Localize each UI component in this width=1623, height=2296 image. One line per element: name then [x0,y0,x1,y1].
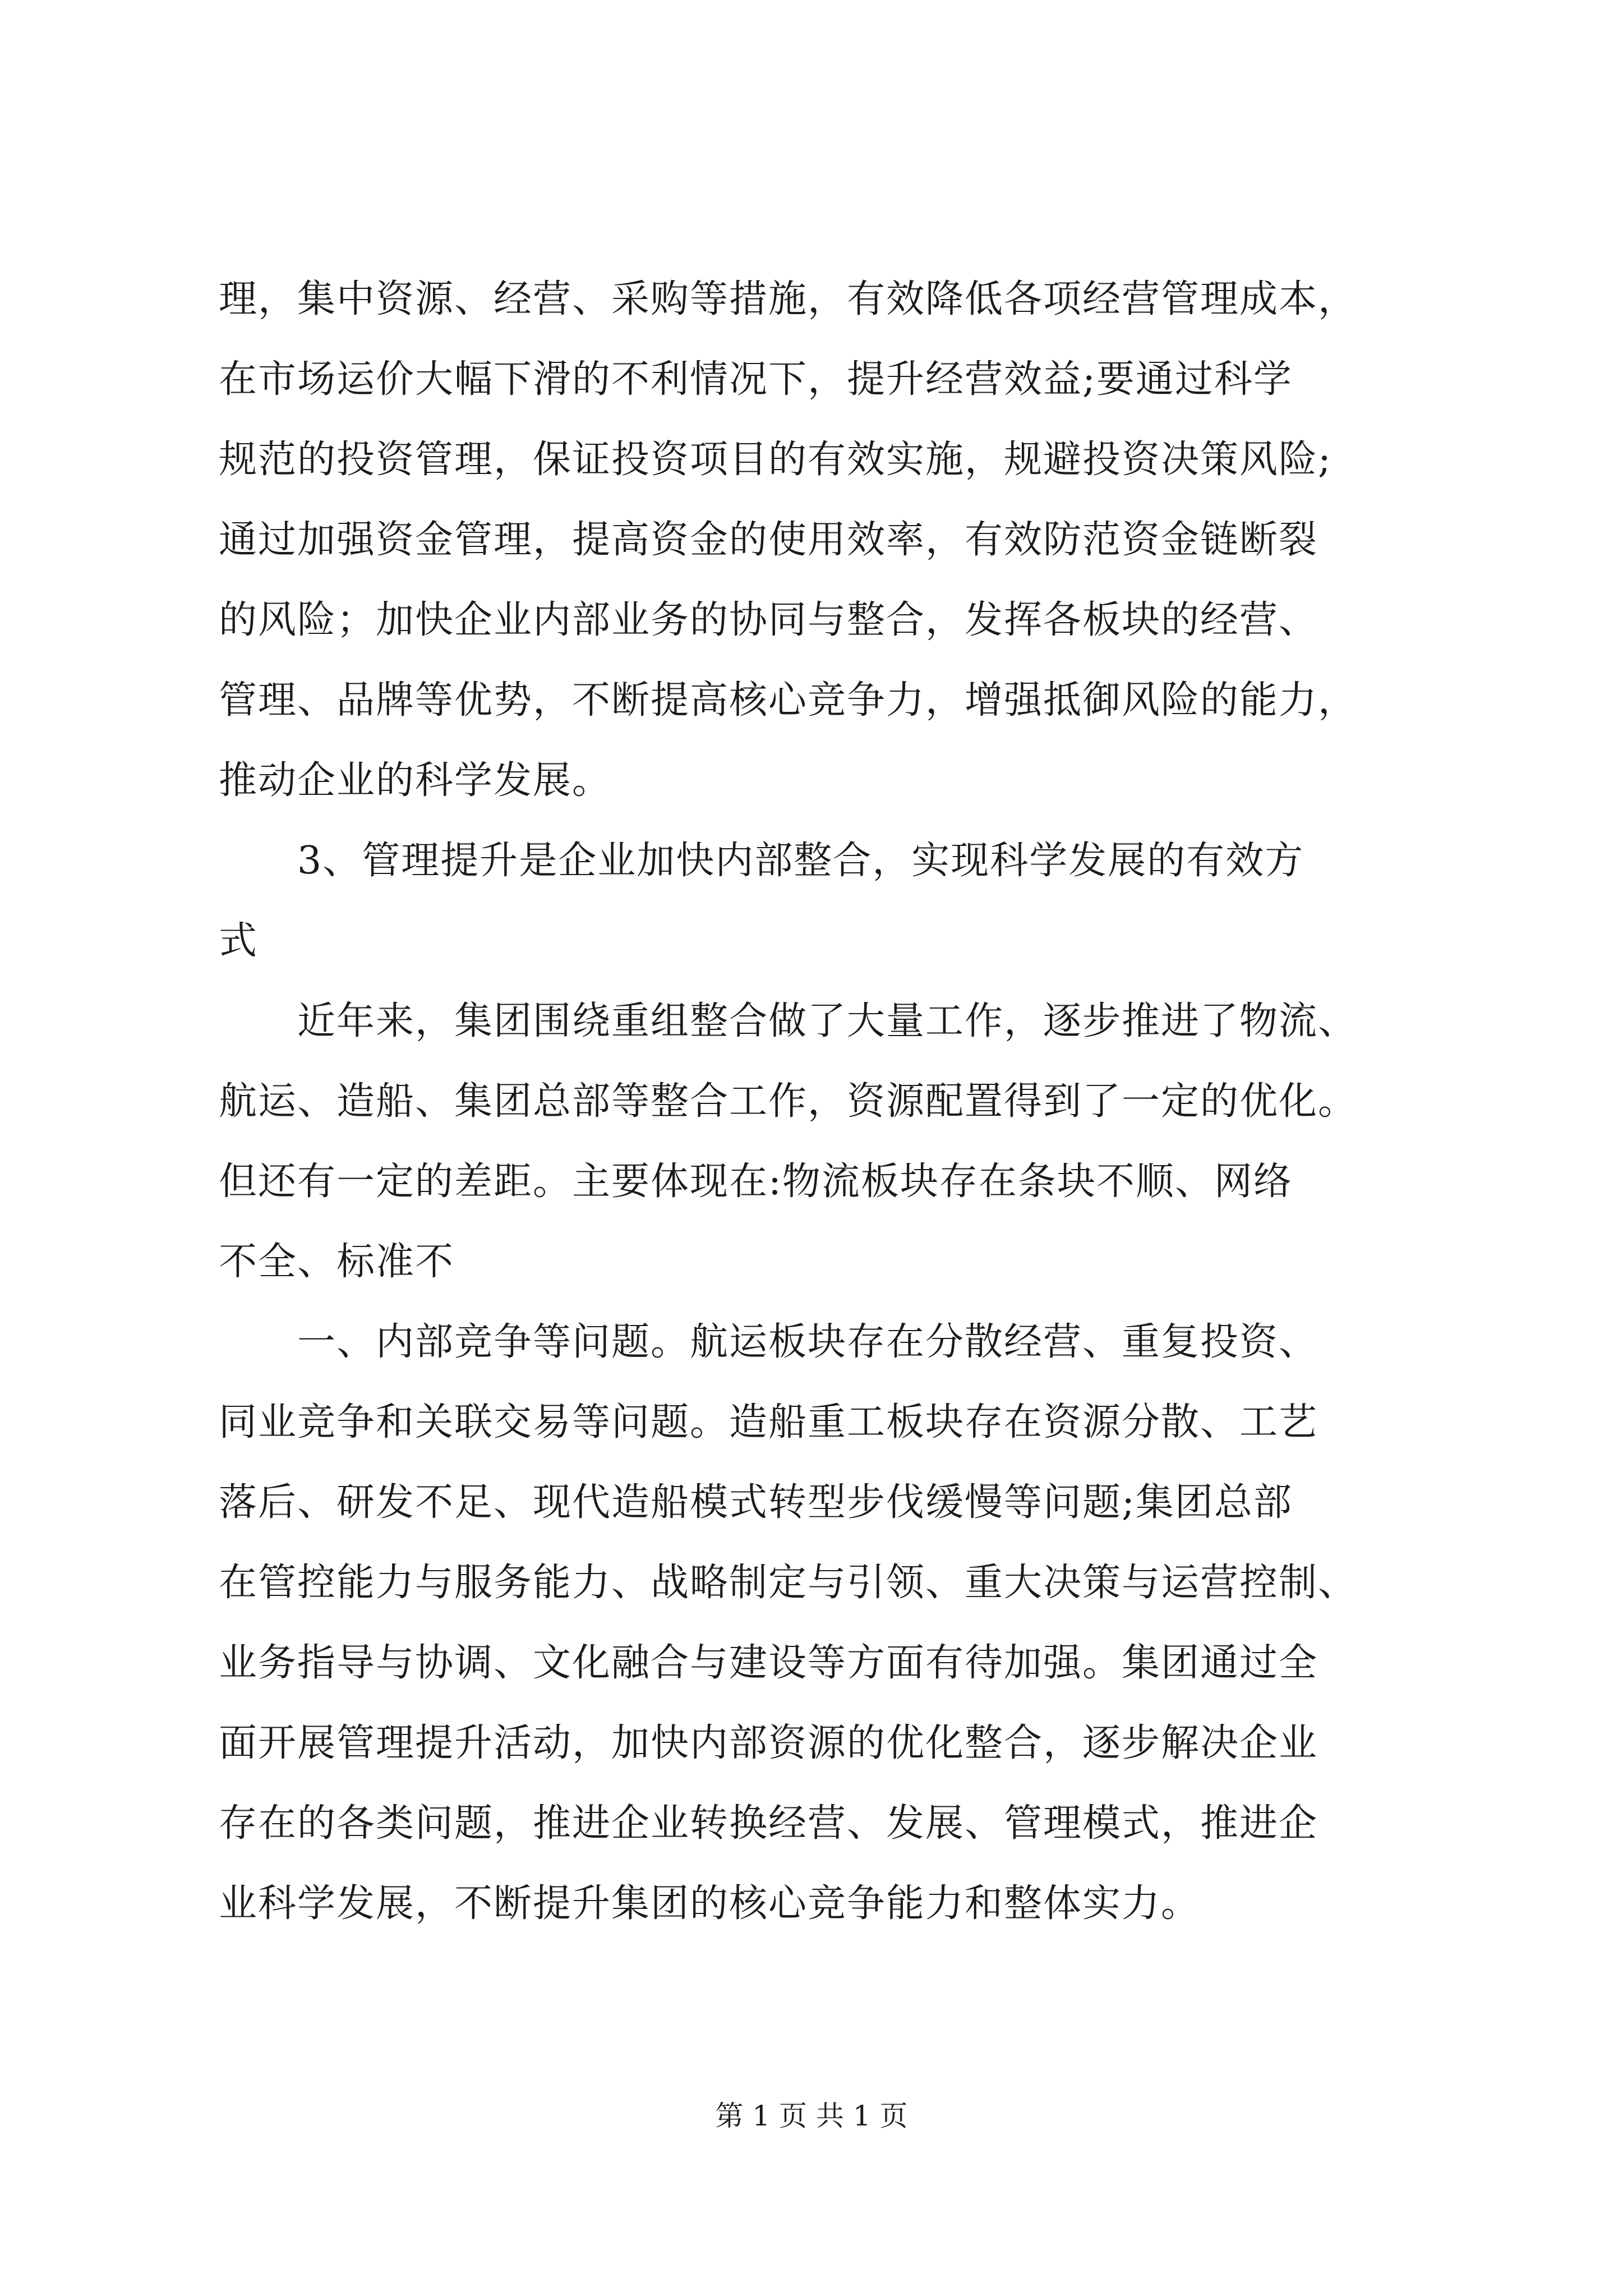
body-line: 一、内部竞争等问题。航运板块存在分散经营、重复投资、 [297,1320,1318,1364]
body-line: 业科学发展，不断提升集团的核心竞争能力和整体实力。 [219,1881,1201,1926]
body-line: 通过加强资金管理，提高资金的使用效率，有效防范资金链断裂 [219,518,1318,562]
body-line: 近年来，集团围绕重组整合做了大量工作，逐步推进了物流、 [297,999,1358,1043]
section-heading-line: 3、管理提升是企业加快内部整合，实现科学发展的有效方 [297,839,1304,883]
body-line: 推动企业的科学发展。 [219,758,612,803]
body-line: 存在的各类问题，推进企业转换经营、发展、管理模式，推进企 [219,1801,1318,1846]
body-line: 面开展管理提升活动，加快内部资源的优化整合，逐步解决企业 [219,1721,1318,1765]
body-line: 同业竞争和关联交易等问题。造船重工板块存在资源分散、工艺 [219,1400,1318,1444]
body-line: 航运、造船、集团总部等整合工作，资源配置得到了一定的优化。 [219,1079,1358,1124]
body-line: 但还有一定的差距。主要体现在:物流板块存在条块不顺、网络 [219,1159,1293,1204]
body-line: 在市场运价大幅下滑的不利情况下，提升经营效益;要通过科学 [219,357,1293,402]
body-line: 落后、研发不足、现代造船模式转型步伐缓慢等问题;集团总部 [219,1480,1293,1525]
body-line: 业务指导与协调、文化融合与建设等方面有待加强。集团通过全 [219,1641,1318,1685]
body-line: 管理、品牌等优势，不断提高核心竞争力，增强抵御风险的能力， [219,678,1358,723]
body-line: 不全、标准不 [219,1240,455,1284]
page-number-footer: 第 1 页 共 1 页 [715,2100,908,2132]
document-body [219,259,1415,1944]
body-line: 理，集中资源、经营、采购等措施，有效降低各项经营管理成本， [219,277,1358,321]
section-heading-line: 式 [219,919,259,963]
body-line: 的风险；加快企业内部业务的协同与整合，发挥各板块的经营、 [219,598,1318,642]
body-line: 规范的投资管理，保证投资项目的有效实施，规避投资决策风险; [219,438,1332,482]
body-line: 在管控能力与服务能力、战略制定与引领、重大决策与运营控制、 [219,1561,1358,1605]
